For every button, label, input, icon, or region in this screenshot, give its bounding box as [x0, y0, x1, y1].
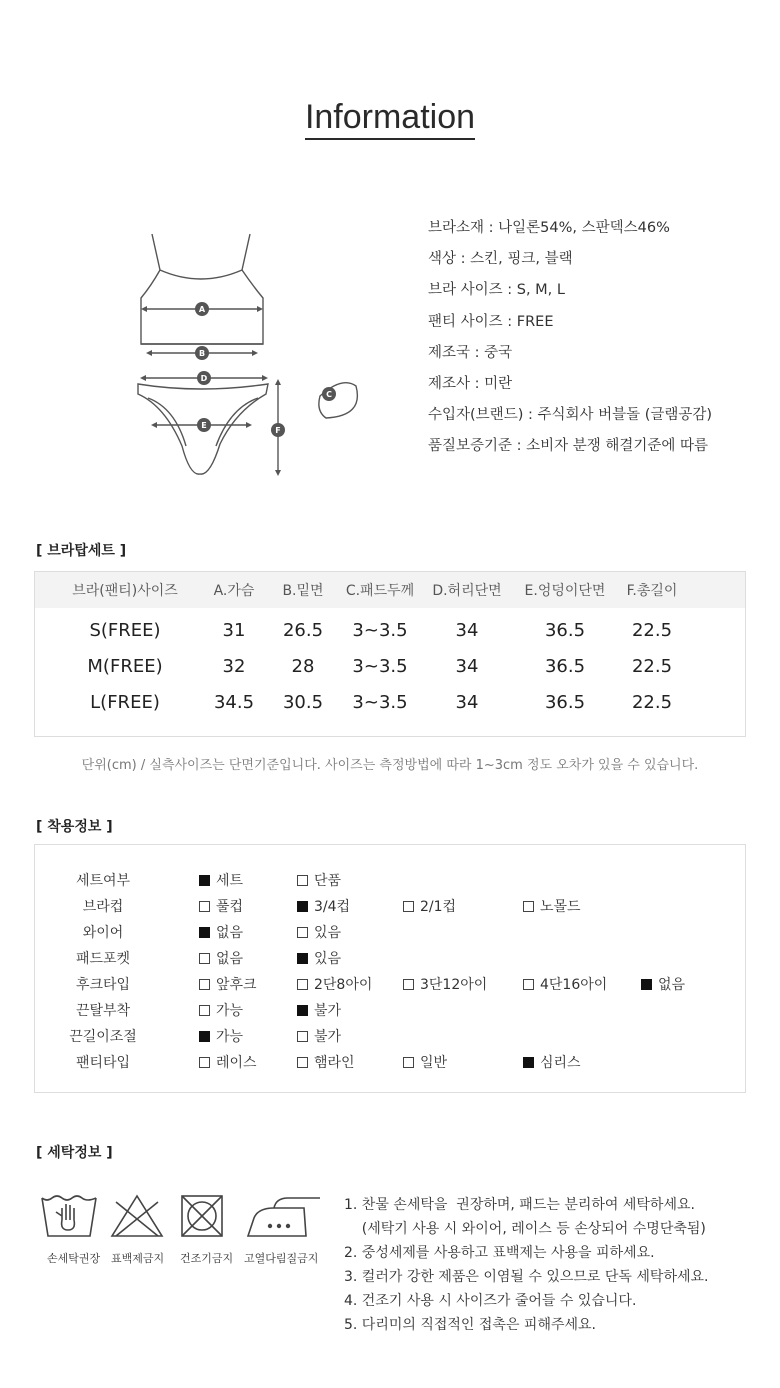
header-cell: A.가슴 [213, 583, 255, 599]
size-table-header [35, 572, 745, 608]
label-f: F [275, 426, 281, 435]
checkbox-unchecked [199, 1005, 210, 1016]
size-section-title: [ 브라탑세트 ] [36, 543, 127, 559]
table-cell: 32 [222, 655, 246, 677]
no-bleach-icon [112, 1196, 162, 1236]
table-cell: 34 [455, 691, 479, 713]
checkbox-checked [297, 901, 308, 912]
page-title: Information [0, 98, 780, 137]
table-cell: 36.5 [544, 619, 586, 641]
wear-row-label: 팬티타입 [75, 1055, 131, 1071]
wear-row-label: 브라컵 [82, 899, 124, 915]
wear-section-title: [ 착용정보 ] [36, 819, 113, 835]
table-cell: S(FREE) [89, 619, 161, 641]
table-cell: 3~3.5 [352, 655, 408, 677]
checkbox-unchecked [297, 927, 308, 938]
table-cell: 3~3.5 [352, 691, 408, 713]
table-cell: 26.5 [282, 619, 324, 641]
wear-option: 없음 [199, 922, 243, 942]
table-cell: 30.5 [282, 691, 324, 713]
high-heat-iron-icon [248, 1198, 320, 1236]
wear-option: 3단12아이 [403, 974, 487, 994]
checkbox-unchecked [297, 1057, 308, 1068]
wear-option: 단품 [297, 870, 341, 890]
checkbox-unchecked [199, 953, 210, 964]
wear-row [35, 970, 745, 996]
checkbox-checked [199, 875, 210, 886]
wear-option: 2/1컵 [403, 896, 456, 916]
size-note: 단위(cm) / 실측사이즈는 단면기준입니다. 사이즈는 측정방법에 따라 1~3cm 정도 오차가 있을 수 있습니다. [81, 758, 699, 773]
checkbox-unchecked [199, 1057, 210, 1068]
header-cell: 브라(팬티)사이즈 [72, 583, 178, 599]
checkbox-unchecked [523, 979, 534, 990]
garment-diagram [120, 226, 370, 482]
wear-option: 햄라인 [297, 1052, 355, 1072]
wear-row-label: 끈길이조절 [69, 1029, 137, 1045]
table-cell: 28 [291, 655, 315, 677]
checkbox-checked [199, 1031, 210, 1042]
wear-option: 심리스 [523, 1052, 581, 1072]
spec-line: 브라소재 : 나일론54%, 스판덱스46% [428, 220, 670, 236]
wear-row-label: 패드포켓 [75, 951, 131, 967]
wear-row-label: 와이어 [82, 925, 124, 941]
hand-wash-icon [42, 1196, 96, 1236]
product-specs [428, 213, 712, 463]
pad-outline [319, 383, 358, 418]
spec-line: 제조국 : 중국 [428, 344, 513, 361]
instruction-line: 2. 중성세제를 사용하고 표백제는 사용을 피하세요. [344, 1245, 655, 1261]
checkbox-unchecked [297, 875, 308, 886]
wash-icons [38, 1192, 328, 1244]
table-cell: 3~3.5 [352, 619, 408, 641]
wear-option: 없음 [641, 974, 685, 994]
size-table [34, 571, 746, 737]
checkbox-checked [297, 1005, 308, 1016]
wear-option: 없음 [199, 948, 243, 968]
wear-option: 풀컵 [199, 896, 243, 916]
bra-top-outline [152, 234, 250, 279]
table-cell: 34 [455, 619, 479, 641]
checkbox-unchecked [199, 979, 210, 990]
table-cell: 22.5 [631, 619, 673, 641]
wear-option: 4단16아이 [523, 974, 607, 994]
wear-option: 노몰드 [523, 896, 581, 916]
no-tumble-dry-icon [182, 1196, 222, 1236]
wear-row-label: 끈탈부착 [75, 1003, 131, 1019]
checkbox-checked [297, 953, 308, 964]
checkbox-checked [641, 979, 652, 990]
wash-instructions [344, 1193, 708, 1337]
wear-option: 앞후크 [199, 974, 257, 994]
header-cell: B.밑면 [282, 583, 324, 599]
instruction-line: 3. 컬러가 강한 제품은 이염될 수 있으므로 단독 세탁하세요. [344, 1269, 709, 1285]
table-cell: L(FREE) [90, 691, 160, 713]
table-row [35, 648, 745, 684]
table-cell: 34.5 [213, 691, 255, 713]
label-c: C [326, 390, 332, 399]
spec-line: 브라 사이즈 : S, M, L [428, 282, 565, 299]
wear-row-label: 후크타입 [75, 977, 131, 993]
wear-option: 불가 [297, 1026, 341, 1046]
checkbox-unchecked [403, 901, 414, 912]
spec-line: 제조사 : 미란 [428, 375, 513, 392]
wear-option: 있음 [297, 948, 341, 968]
label-e: E [201, 421, 207, 430]
wear-option: 3/4컵 [297, 896, 350, 916]
checkbox-unchecked [297, 1031, 308, 1042]
wear-row [35, 996, 745, 1022]
spec-line: 색상 : 스킨, 핑크, 블랙 [428, 251, 573, 268]
instruction-line: 5. 다리미의 직접적인 접촉은 피해주세요. [344, 1317, 596, 1333]
checkbox-checked [523, 1057, 534, 1068]
wear-row-label: 세트여부 [75, 873, 131, 889]
wear-row [35, 866, 745, 892]
table-cell: 34 [455, 655, 479, 677]
wash-section-title: [ 세탁정보 ] [36, 1145, 113, 1161]
wear-info-table [34, 844, 746, 1093]
wear-option: 있음 [297, 922, 341, 942]
wear-option: 레이스 [199, 1052, 257, 1072]
table-cell: 36.5 [544, 691, 586, 713]
instruction-line: 1. 찬물 손세탁을 권장하며, 패드는 분리하여 세탁하세요. [344, 1197, 695, 1213]
wear-option: 가능 [199, 1026, 243, 1046]
header-cell: E.엉덩이단면 [524, 583, 606, 599]
table-cell: 22.5 [631, 655, 673, 677]
spec-line: 팬티 사이즈 : FREE [428, 313, 554, 330]
table-cell: M(FREE) [87, 655, 163, 677]
table-cell: 22.5 [631, 691, 673, 713]
instruction-line: 4. 건조기 사용 시 사이즈가 줄어들 수 있습니다. [344, 1293, 637, 1309]
label-d: D [200, 374, 208, 383]
wash-label: 건조기금지 [180, 1252, 234, 1265]
checkbox-unchecked [523, 901, 534, 912]
wear-option: 일반 [403, 1052, 447, 1072]
table-cell: 31 [222, 619, 246, 641]
wear-row [35, 892, 745, 918]
checkbox-unchecked [297, 979, 308, 990]
wear-option: 세트 [199, 870, 243, 890]
wear-row [35, 1048, 745, 1074]
wear-row [35, 944, 745, 970]
wear-option: 가능 [199, 1000, 243, 1020]
wear-row [35, 918, 745, 944]
checkbox-unchecked [403, 979, 414, 990]
spec-line: 품질보증기준 : 소비자 분쟁 해결기준에 따름 [428, 438, 709, 455]
instruction-line: (세탁기 사용 시 와이어, 레이스 등 손상되어 수명단축됨) [344, 1221, 706, 1237]
header-cell: C.패드두께 [345, 583, 415, 599]
checkbox-unchecked [403, 1057, 414, 1068]
wash-label: 고열다림질금지 [244, 1252, 319, 1265]
header-cell: F.총길이 [626, 583, 678, 599]
wash-label: 표백제금지 [111, 1252, 165, 1265]
wash-label: 손세탁권장 [47, 1252, 101, 1265]
header-cell: D.허리단면 [432, 583, 502, 599]
label-a: A [198, 305, 206, 314]
spec-line: 수입자(브랜드) : 주식회사 버블돌 (글램공감) [428, 407, 713, 424]
wear-option: 2단8아이 [297, 974, 372, 994]
label-b: B [198, 349, 206, 358]
checkbox-checked [199, 927, 210, 938]
wear-row [35, 1022, 745, 1048]
table-cell: 36.5 [544, 655, 586, 677]
table-row [35, 684, 745, 720]
wear-option: 불가 [297, 1000, 341, 1020]
checkbox-unchecked [199, 901, 210, 912]
table-row [35, 612, 745, 648]
